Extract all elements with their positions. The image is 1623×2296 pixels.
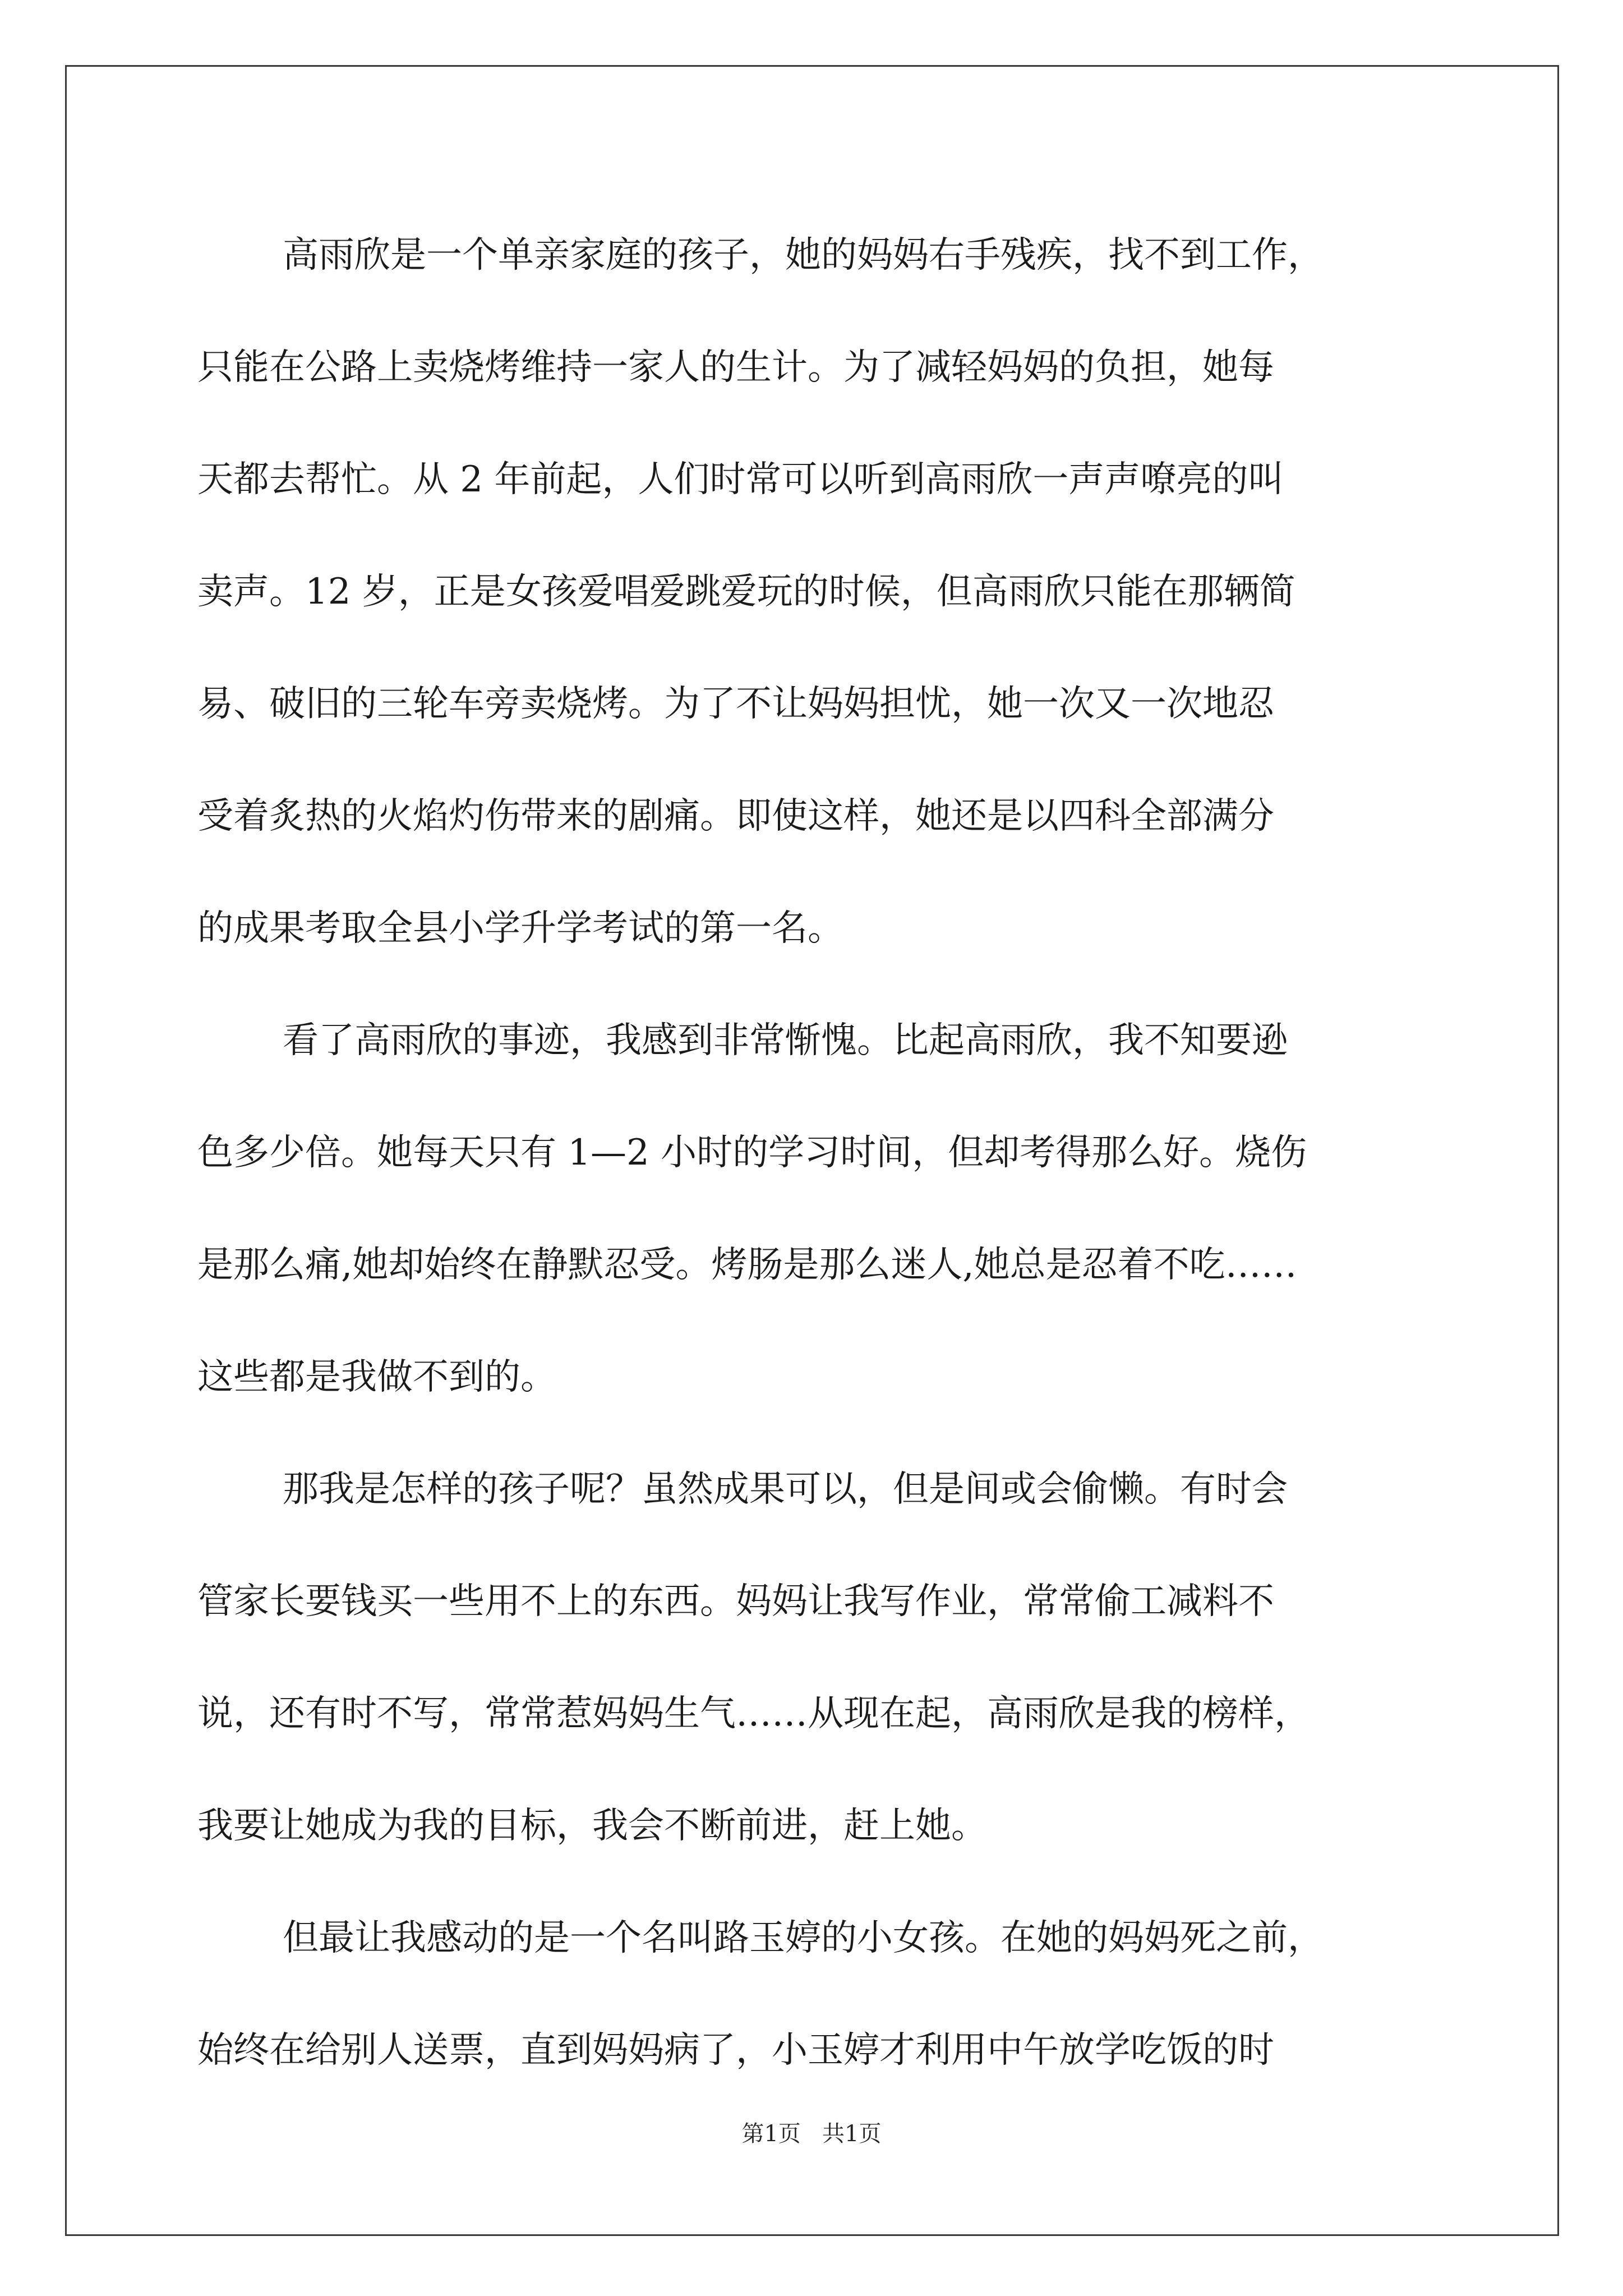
paragraph-2-line-4: 这些都是我做不到的。 (197, 1356, 556, 1398)
paragraph-1-line-2: 只能在公路上卖烧烤维持一家人的生计。为了减轻妈妈的负担，她每 (197, 347, 1274, 388)
paragraph-1-line-5: 易、破旧的三轮车旁卖烧烤。为了不让妈妈担忧，她一次又一次地忍 (197, 683, 1274, 725)
paragraph-3-line-3: 说，还有时不写，常常惹妈妈生气……从现在起，高雨欣是我的榜样， (197, 1693, 1310, 1734)
paragraph-1-line-7: 的成果考取全县小学升学考试的第一名。 (197, 908, 843, 949)
paragraph-4-line-2: 始终在给别人送票，直到妈妈病了，小玉婷才利用中午放学吃饭的时 (197, 2030, 1274, 2071)
page-number-footer: 第1页 共1页 (741, 2121, 882, 2147)
paragraph-1-line-4: 卖声。12 岁，正是女孩爱唱爱跳爱玩的时候，但高雨欣只能在那辆简 (197, 571, 1295, 613)
paragraph-2-line-3: 是那么痛,她却始终在静默忍受。烤肠是那么迷人,她总是忍着不吃…… (197, 1244, 1297, 1286)
paragraph-4-line-1: 但最让我感动的是一个名叫路玉婷的小女孩。在她的妈妈死之前， (283, 1917, 1324, 1959)
paragraph-2-line-2: 色多少倍。她每天只有 1—2 小时的学习时间，但却考得那么好。烧伤 (197, 1132, 1307, 1174)
paragraph-1-line-6: 受着炙热的火焰灼伤带来的剧痛。即使这样，她还是以四科全部满分 (197, 795, 1274, 837)
paragraph-2-line-1: 看了高雨欣的事迹，我感到非常惭愧。比起高雨欣，我不知要逊 (283, 1020, 1288, 1061)
paragraph-3-line-2: 管家长要钱买一些用不上的东西。妈妈让我写作业，常常偷工减料不 (197, 1581, 1274, 1622)
document-body (197, 199, 1432, 2106)
paragraph-1-line-1: 高雨欣是一个单亲家庭的孩子，她的妈妈右手残疾，找不到工作， (283, 234, 1324, 276)
paragraph-3-line-4: 我要让她成为我的目标，我会不断前进，赶上她。 (197, 1805, 987, 1847)
paragraph-1-line-3: 天都去帮忙。从 2 年前起，人们时常可以听到高雨欣一声声嘹亮的叫 (197, 459, 1284, 500)
paragraph-3-line-1: 那我是怎样的孩子呢？虽然成果可以，但是间或会偷懒。有时会 (283, 1469, 1288, 1510)
